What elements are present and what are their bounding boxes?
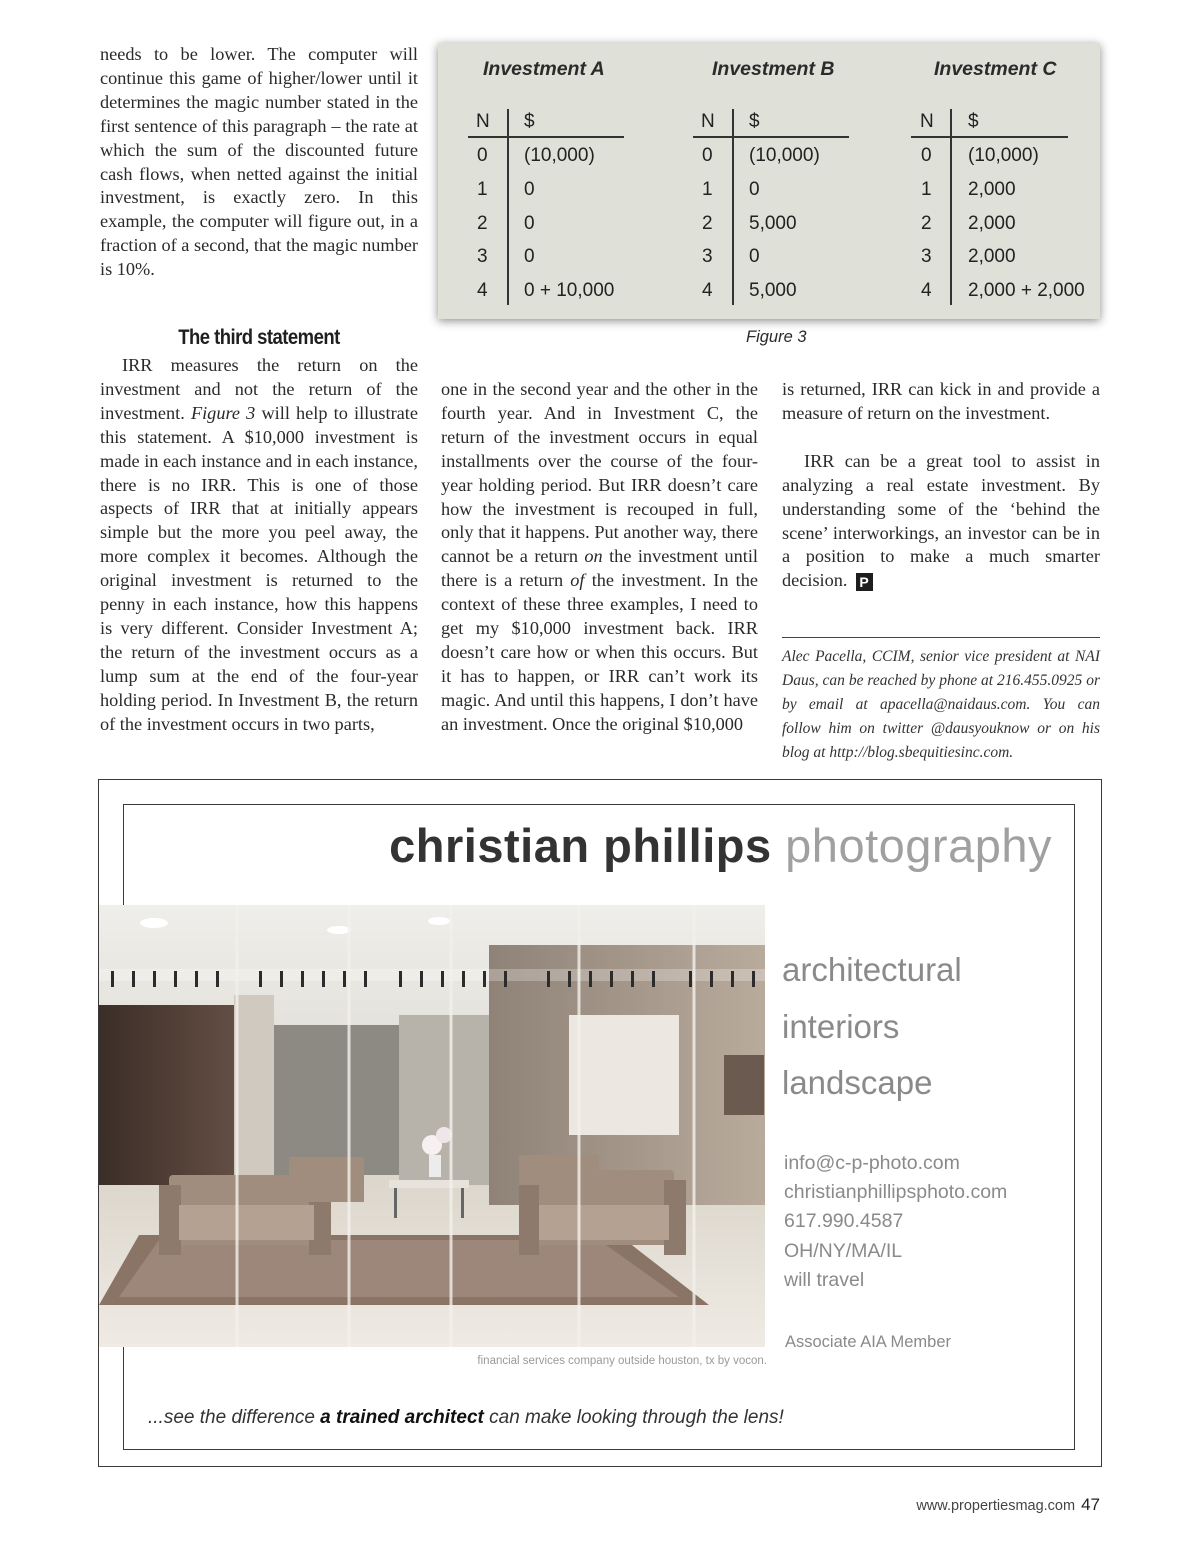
text-run: one in the second year and the other in the fourth year. And in Investment C, the return of the investment occurs in equal installments over the course of the four-year holding period. But IRR doesn’t care how the investment is recouped in full, only that it happens. Put another way, there cannot be a return: [441, 379, 758, 567]
cell-amount: 0: [524, 213, 535, 234]
header-amount: $: [749, 111, 760, 132]
brand-suffix: photography: [785, 819, 1052, 872]
contact-email: info@c-p-photo.com: [784, 1152, 960, 1174]
cell-n: 1: [477, 179, 488, 200]
text-run: will help to illustrate this statement. A $10,000 investment is made in each instance and in each instance, there is no IRR. This is one of those aspects of IRR that at initially appears simple but the more you peel away, the more complex it becomes. Although the original investment is returned to the penny in each instance, how this happens is very different. Consider Investment A; the return of the investment occurs as a lump sum at the end of the four-year holding period. In Investment B, the return of the investment occurs in two parts,: [100, 402, 418, 734]
text-run: the investment. In the context of these three examples, I need to get my $10,000 investment back. IRR doesn’t care how or when this occurs. But it has to happen, or IRR can’t work its magic. And until this happens, I don’t have an investment. Once the original $10,000: [441, 570, 758, 734]
text-run: can make looking through the lens!: [483, 1407, 784, 1428]
page-footer: [916, 1495, 1100, 1515]
cell-n: 3: [702, 246, 713, 267]
lobby-photo-illustration: [99, 905, 765, 1347]
header-amount: $: [524, 111, 535, 132]
investment-title: Investment C: [934, 58, 1057, 80]
cell-n: 4: [921, 280, 932, 301]
header-rule: [468, 136, 624, 138]
column-3-paragraph-2: [782, 450, 1100, 593]
third-statement-paragraph: [100, 354, 418, 737]
column-rule: [732, 109, 734, 305]
service-item: landscape: [782, 1064, 933, 1101]
cell-amount: 2,000: [968, 246, 1016, 267]
service-item: architectural: [782, 951, 962, 988]
contact-website: christianphillipsphoto.com: [784, 1181, 1008, 1203]
column-2: [441, 378, 758, 737]
figure-3-table: [438, 43, 1100, 319]
page-number: 47: [1081, 1495, 1100, 1514]
cell-n: 4: [477, 280, 488, 301]
cell-amount: 0: [749, 179, 760, 200]
header-n: N: [476, 111, 490, 132]
ad-brand-logo: [389, 818, 1052, 873]
cell-amount: (10,000): [968, 145, 1039, 166]
cell-amount: (10,000): [749, 145, 820, 166]
end-mark-icon: P: [856, 573, 873, 591]
brand-name: christian phillips: [389, 819, 772, 872]
cell-amount: 2,000: [968, 213, 1016, 234]
contact-states: OH/NY/MA/IL: [784, 1240, 903, 1262]
tagline-emphasis: a trained architect: [320, 1407, 484, 1428]
cell-n: 0: [477, 145, 488, 166]
cell-amount: 5,000: [749, 280, 797, 301]
cell-n: 2: [702, 213, 713, 234]
contact-phone: 617.990.4587: [784, 1210, 904, 1232]
author-bio: Alec Pacella, CCIM, senior vice president at NAI Daus, can be reached by phone at 216.455.0925 or by email at apacella@naidaus.com. You can follow him on twitter @dausyouknow or on his blog at http://blog.sbequitiesinc.com.: [782, 648, 1100, 761]
service-item: interiors: [782, 1008, 900, 1045]
section-heading: The third statement: [178, 326, 340, 349]
cell-n: 2: [921, 213, 932, 234]
cell-amount: 5,000: [749, 213, 797, 234]
contact-travel: will travel: [784, 1269, 865, 1291]
header-amount: $: [968, 111, 979, 132]
cell-n: 0: [921, 145, 932, 166]
column-1-intro: [100, 43, 418, 282]
cell-n: 4: [702, 280, 713, 301]
text-run: IRR measures the return on the investment and not the return of the investment.: [100, 355, 418, 423]
header-n: N: [920, 111, 934, 132]
footer-url: www.propertiesmag.com: [916, 1498, 1076, 1514]
cell-n: 1: [702, 179, 713, 200]
cell-amount: 0: [524, 179, 535, 200]
cell-amount: 0 + 10,000: [524, 280, 615, 301]
ad-tagline: [148, 1407, 784, 1429]
cell-n: 0: [702, 145, 713, 166]
column-rule: [950, 109, 952, 305]
cell-n: 1: [921, 179, 932, 200]
intro-paragraph: needs to be lower. The computer will continue this game of higher/lower until it determines the magic number stated in the first sentence of this paragraph – the rate at which the sum of the discounted future cash flows, when netted against the initial investment, is exactly zero. In this example, the computer will figure out, in a fraction of a second, that the magic number is 10%.: [100, 44, 418, 280]
cell-amount: 0: [524, 246, 535, 267]
ad-photo: [99, 905, 765, 1347]
cell-n: 3: [477, 246, 488, 267]
bio-divider: [782, 637, 1100, 638]
cell-n: 2: [477, 213, 488, 234]
cell-amount: 2,000 + 2,000: [968, 280, 1085, 301]
column-2-paragraph: [441, 378, 758, 737]
header-rule: [911, 136, 1068, 138]
cell-amount: 0: [749, 246, 760, 267]
column-3-paragraph-1: is returned, IRR can kick in and provide a measure of return on the investment.: [782, 379, 1100, 423]
figure-reference: Figure 3: [190, 402, 256, 423]
investment-title: Investment A: [483, 58, 605, 80]
column-3: [782, 378, 1100, 593]
aia-membership: Associate AIA Member: [785, 1333, 951, 1351]
cell-amount: (10,000): [524, 145, 595, 166]
figure-caption: Figure 3: [746, 328, 807, 346]
column-1-body: [100, 354, 418, 737]
column-rule: [507, 109, 509, 305]
cell-n: 3: [921, 246, 932, 267]
emphasis-of: of: [570, 570, 585, 591]
emphasis-on: on: [584, 546, 603, 567]
investment-title: Investment B: [712, 58, 835, 80]
text-run: the investment until there is a return: [441, 546, 758, 591]
text-run: IRR can be a great tool to assist in analyzing a real estate investment. By understanding some of the ‘behind the scene’ interworkings, an investor can be in a position to make a much smarter decision.: [782, 450, 1100, 591]
text-run: ...see the difference: [148, 1407, 321, 1428]
photo-credit: financial services company outside houston, tx by vocon.: [477, 1355, 767, 1367]
cell-amount: 2,000: [968, 179, 1016, 200]
header-n: N: [701, 111, 715, 132]
header-rule: [693, 136, 849, 138]
